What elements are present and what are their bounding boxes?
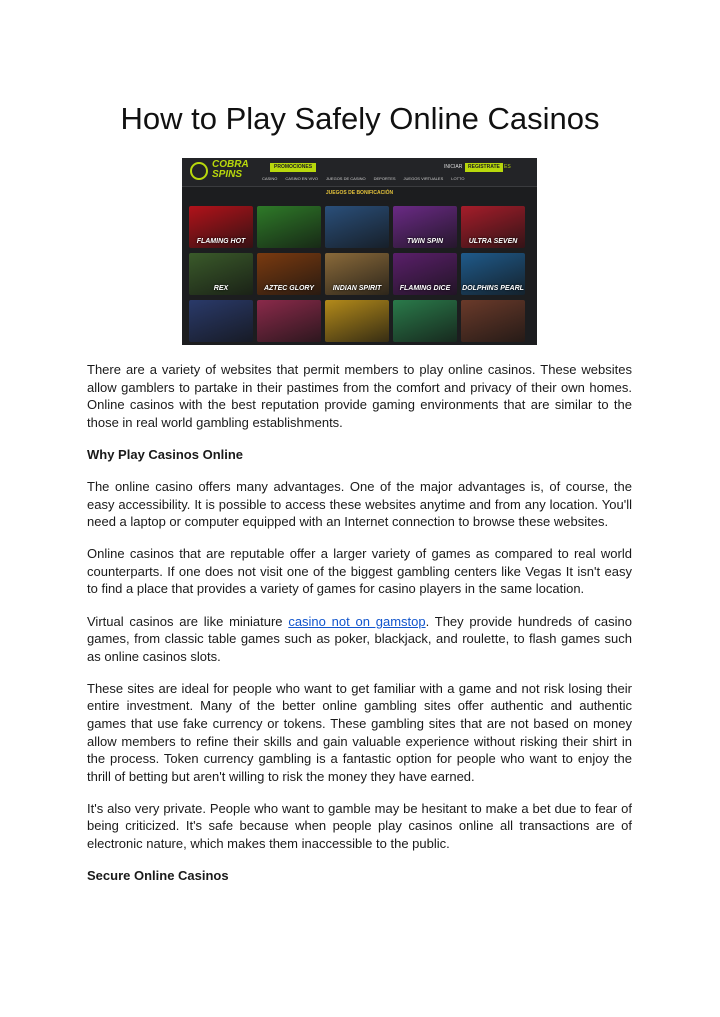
bonus-games-heading: JUEGOS DE BONIFICACIÓN — [325, 190, 394, 196]
game-tile — [325, 300, 389, 342]
casino-logo-text: COBRA SPINS — [212, 159, 249, 180]
article-body — [87, 361, 632, 899]
game-tile-label: INDIAN SPIRIT — [332, 285, 382, 292]
game-tile — [257, 206, 321, 248]
game-tile — [461, 300, 525, 342]
paragraph-text: . They provide hundreds of casino games, from classic table games such as poker, blackjack, and roulette, to flash games such as online casinos slots. — [87, 613, 633, 664]
game-tile-label: REX — [213, 285, 229, 292]
game-tile-label: ULTRA SEVEN — [468, 238, 518, 245]
paragraph-intro: There are a variety of websites that permit members to play online casinos. These websites allow gamblers to partake in their pastimes from the comfort and privacy of their own homes. Online casinos with the best reputation provide gaming environments that are similar to the those in real world gambling establishments. — [87, 362, 632, 430]
casino-nav-item: CASINO — [262, 176, 278, 181]
game-tile-grid — [189, 206, 525, 342]
casino-nav-item: JUEGOS VIRTUALES — [403, 176, 444, 181]
game-tile-label: FLAMING DICE — [399, 285, 451, 292]
register-button: REGISTRATE — [465, 163, 503, 172]
heading-why-play: Why Play Casinos Online — [87, 446, 244, 462]
game-tile — [461, 206, 525, 248]
game-tile — [325, 253, 389, 295]
paragraph-virtual-casinos — [87, 613, 632, 666]
game-tile — [189, 300, 253, 342]
game-tile — [325, 206, 389, 248]
game-tile — [257, 300, 321, 342]
paragraph-ideal-sites: These sites are ideal for people who want to get familiar with a game and not risk losing their entire investment. Many of the better online gambling sites offer authentic and authentic games that use fake currency or tokens. These gambling sites that are not based on money allow members to refine their skills and gain valuable experience without risking their shirt in the process. Token currency gambling is a fantastic option for people who want to enjoy the thrill of betting but aren't willing to risk the money they have earned. — [87, 680, 632, 784]
login-link: INICIAR — [444, 164, 463, 170]
game-tile — [461, 253, 525, 295]
game-tile-label: DOLPHINS PEARL — [462, 285, 524, 292]
casino-nav-item: LOTTO — [451, 176, 465, 181]
cobra-logo-icon — [190, 162, 208, 180]
game-tile — [393, 206, 457, 248]
casino-screenshot-image — [182, 158, 537, 345]
game-tile — [189, 206, 253, 248]
paragraph-variety: Online casinos that are reputable offer a larger variety of games as compared to real world counterparts. If one does not visit one of the biggest gambling centers like Vegas It isn't easy to find a place that provides a variety of games for casino players in the same location. — [87, 546, 632, 597]
heading-secure-casinos: Secure Online Casinos — [87, 868, 229, 884]
page-title: How to Play Safely Online Casinos — [120, 101, 600, 136]
game-tile — [393, 253, 457, 295]
casino-header-bar — [182, 158, 537, 187]
casino-nav-item: JUEGOS DE CASINO — [326, 176, 366, 181]
casino-not-on-gamstop-link[interactable]: casino not on gamstop — [288, 613, 426, 629]
paragraph-text: Virtual casinos are like miniature — [87, 613, 289, 629]
casino-nav-item: DEPORTES — [373, 176, 396, 181]
game-tile — [393, 300, 457, 342]
game-tile — [257, 253, 321, 295]
casino-nav — [262, 176, 465, 181]
paragraph-privacy: It's also very private. People who want to gamble may be hesitant to make a bet due to fear of being criticized. It's safe because when people play casinos online all transactions are of electronic nature, which makes them inaccessible to the public. — [87, 800, 632, 852]
game-tile-label: TWIN SPIN — [406, 238, 444, 245]
casino-nav-item: CASINO EN VIVO — [285, 176, 319, 181]
paragraph-advantages: The online casino offers many advantages. One of the major advantages is, of course, the easy accessibility. It is possible to access these websites anytime and from any location. You'll need a laptop or computer equipped with an Internet connection to browse these websites. — [87, 478, 632, 530]
promotions-button: PROMOCIONES — [270, 163, 316, 172]
game-tile — [189, 253, 253, 295]
game-tile-label: AZTEC GLORY — [263, 285, 315, 292]
game-tile-label: FLAMING HOT — [196, 238, 246, 245]
language-selector: ES — [504, 164, 511, 170]
